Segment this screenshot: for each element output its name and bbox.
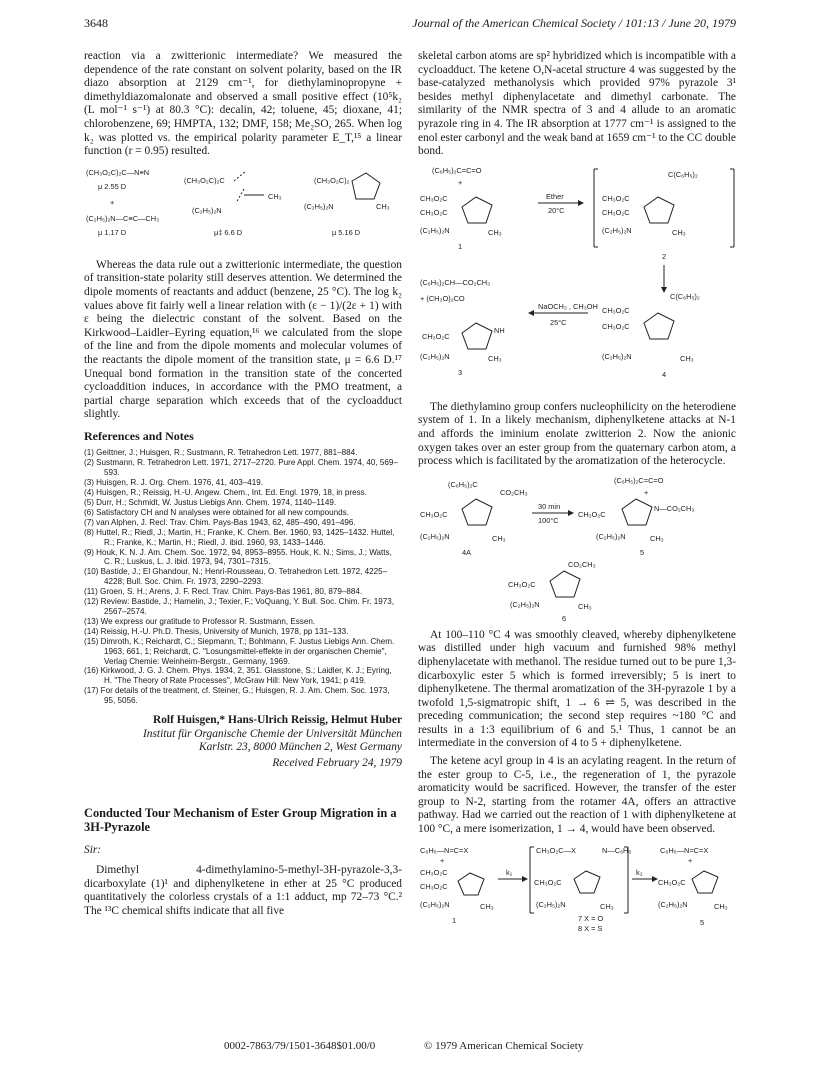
scheme-label: CH₃ xyxy=(672,227,686,237)
paragraph: skeletal carbon atoms are sp² hybridized which is incompatible with a cycloadduct. The ketene O,N-acetal structure 4 was suggested by the base-catalyzed methanolysis which provided 97% pyrazole 3¹ besides methyl diphenylacetate and dimethyl carbonate. The similarity of the NMR spectra of 3 and 4 allude to an aromatic pyrazole ring in 4. The IR absorption at 1777 cm⁻¹ is assigned to the enol ester carbonyl and the weak band at 1659 cm⁻¹ to the CC double bond. xyxy=(418,50,736,158)
scheme-label: C(C₆H₅)₂ xyxy=(668,169,698,179)
scheme-label: (C₆H₅)₂C=C=O xyxy=(432,165,482,175)
page-header xyxy=(84,16,736,34)
scheme-label: CH₃O₂C xyxy=(508,579,536,589)
copyright-code: 0002-7863/79/1501-3648$01.00/0 xyxy=(224,1040,376,1052)
scheme-label: CH₃O₂C—X xyxy=(536,845,576,855)
scheme-label: CH₃ xyxy=(480,901,494,911)
rate-constant: k₁ xyxy=(506,867,513,877)
scheme-thermal-cleavage xyxy=(418,473,736,623)
scheme-label: 30 min xyxy=(538,501,561,511)
scheme-label: (C₆H₅)₂C=C=O xyxy=(614,475,664,485)
scheme-label: CH₃O₂C xyxy=(420,509,448,519)
scheme-label: μ‡ 6.6 D xyxy=(214,227,243,237)
right-column xyxy=(418,50,736,937)
page-number: 3648 xyxy=(84,16,108,30)
dipole-scheme-drawing xyxy=(84,163,402,253)
scheme-label: CH₃ xyxy=(488,227,502,237)
reference-item: (9) Houk, K. N. J. Am. Chem. Soc. 1972, 94, 8953–8955. Houk, K. N.; Sims, J.; Watts, C. R.; Luskus, L. J. ibid. 1973, 94, 7301–7315. xyxy=(84,547,392,567)
scheme-label: (C₂H₅)₂N xyxy=(420,899,450,909)
scheme-2-drawing xyxy=(418,473,736,623)
scheme-label: Ether xyxy=(546,191,564,201)
compound-number: 8 X = S xyxy=(578,923,603,931)
reference-item: (14) Reissig, H.-U. Ph.D. Thesis, University of Munich, 1978, pp 131–133. xyxy=(84,626,349,636)
scheme-label: C(C₆H₅)₂ xyxy=(670,291,700,301)
compound-number: 6 xyxy=(562,613,567,623)
scheme-label: CH₃ xyxy=(680,353,694,363)
scheme-conducted-tour xyxy=(418,841,736,931)
reference-item: (13) We express our gratitude to Professor R. Sustmann, Essen. xyxy=(84,616,316,626)
scheme-dipole-moments xyxy=(84,163,402,253)
scheme-label: (C₆H₅)₂CH—CO₂CH₃ xyxy=(420,277,491,287)
received-date: Received February 24, 1979 xyxy=(272,756,402,769)
paragraph: Whereas the data rule out a zwitterionic intermediate, the question of transition-state polarity still deserves attention. We determined the dipole moments of reactants and adduct (benzene, 25 °C). The log k₂ values above fit fairly well a linear relation with (ε − 1)/(2ε + 1) with ε being the dielectric constant of the solvent. Based on the Kirkwood–Laidler–Eyring equation,¹⁶ we calculated from the slope of the line and from the dipole moments and molecular volumes of the reactants the dipole moment of the transition state, μ = 6.6 D.¹⁷ Unequal bond formation in the transition state of the concerted cycloaddition induces, in accordance with the PMO treatment, a partial charge separation which exceeds that of the cycloadduct slightly. xyxy=(84,258,402,421)
scheme-label: (C₆H₅)₂C xyxy=(448,479,478,489)
svg-text:+: + xyxy=(644,487,649,497)
scheme-label: C₆H₅—N=C=X xyxy=(420,845,469,855)
scheme-label: 100°C xyxy=(538,515,559,525)
svg-text:+: + xyxy=(458,177,463,187)
paragraph: reaction via a zwitterionic intermediate? We measured the dependence of the rate constant on solvent polarity, based on the IR diazo absorption at 2129 cm⁻¹, for diethylaminopropyne + dimethyldiazomalonate and observed a small positive effect (10⁵k₂ (L mol⁻¹ s⁻¹) at 80.3 °C): decalin, 42; toluene, 45; dioxane, 41; chlorobenzene, 69; HMPTA, 132; DMF, 158; Me₂SO, 265. When log k₂ was plotted vs. the empirical polarity parameter E_T,¹⁵ a linear function (r = 0.95) resulted. xyxy=(84,50,402,158)
reference-item: (8) Huttel, R.; Riedl, J.; Martin, H.; Franke, K. Chem. Ber. 1960, 93, 1425–1432. Huttel, R.; Franke, K.; Martin, H.; Riedl, J. ibid. 1960, 93, 1433–1446. xyxy=(84,527,395,547)
references-list xyxy=(84,448,402,706)
left-column xyxy=(84,50,402,922)
reference-item: (10) Bastide, J.; El Ghandour, N.; Henri-Rousseau, O. Tetrahedron Lett. 1972, 4225–4228; Bull. Soc. Chim. Fr. 1973, 2290–2293. xyxy=(84,567,388,587)
scheme-label: CH₃ xyxy=(268,191,282,201)
scheme-label: CO₂CH₃ xyxy=(500,487,528,497)
scheme-label: CH₃O₂C xyxy=(422,331,450,341)
paragraph: Dimethyl 4-dimethylamino-5-methyl-3H-pyrazole-3,3-dicarboxylate (1)¹ and diphenylketene in ether at 25 °C produced quantitatively the colorless crystals of a 1:1 adduct, mp 72–73 °C.² The ¹³C chemical shifts indicate that all five xyxy=(84,864,402,917)
scheme-label: + (CH₃O)₂CO xyxy=(420,293,465,303)
scheme-label: (C₂H₅)₂N xyxy=(602,351,632,361)
scheme-label: CH₃ xyxy=(600,901,614,911)
salutation: Sir: xyxy=(84,844,102,857)
scheme-label: N—CO₂CH₃ xyxy=(654,503,695,513)
paragraph: At 100–110 °C 4 was smoothly cleaved, whereby diphenylketene was distilled under high vacuum and furnished 98% methyl diphenylacetate with methanol. The residue turned out to be pure 1,3-dicarboxylic ester 5 which is formed irreversibly; 5 is inert to diphenylketene. The thermal aromatization of the 3H-pyrazole 1 by a twofold 1,5-sigmatropic shift, 1 → 6 ⇌ 5, was described in the preceding communication; the second step requires ~180 °C and results in a 1:3 equilibrium of 6 and 5.¹ Thus, 1 cannot be an intermediate in the conversion of 4 to 5 + diphenylketene. xyxy=(418,628,736,750)
reference-item: (12) Review: Bastide, J.; Hamelin, J.; Texier, F.; VoQuang, Y. Bull. Soc. Chim. Fr. 1973, 2567–2574. xyxy=(84,597,394,616)
scheme-methanolysis xyxy=(418,163,736,395)
compound-number: 3 xyxy=(458,367,463,377)
affiliation-address: Karlstr. 23, 8000 München 2, West Germany xyxy=(198,741,402,754)
compound-number: 4 xyxy=(662,369,667,379)
scheme-label: CH₃O₂C xyxy=(534,877,562,887)
scheme-label: C₆H₅—N=C=X xyxy=(660,845,709,855)
article-title: Conducted Tour Mechanism of Ester Group Migration in a 3H-Pyrazole xyxy=(84,806,397,835)
scheme-label: μ 2.55 D xyxy=(98,181,127,191)
scheme-label: (C₂H₅)₂N xyxy=(536,899,566,909)
compound-number: 1 xyxy=(452,915,457,925)
scheme-label: NH xyxy=(494,325,505,335)
paragraph: The ketene acyl group in 4 is an acylating reagent. In the return of the ester group to C-5, i.e., the regeneration of 1, the pyrazole aromaticity would be sacrificed. However, the transfer of the ester group to N-2, starting from the rotamer 4A, offers an attractive pathway. Had we carried out the reaction of 1 with diphenylketene at 100 °C, a mere isomerization, 1 → 4, would have been observed. xyxy=(418,755,736,836)
journal-citation: Journal of the American Chemical Society / 101:13 / June 20, 1979 xyxy=(412,16,736,30)
scheme-label: 20°C xyxy=(548,205,565,215)
scheme-label: NaOCH₃ , CH₃OH xyxy=(538,301,598,311)
scheme-label: CH₃O₂C xyxy=(602,305,630,315)
scheme-label: (C₂H₅)₂N xyxy=(596,531,626,541)
authors: Rolf Huisgen,* Hans-Ulrich Reissig, Helmut Huber xyxy=(152,714,402,727)
reference-item: (3) Huisgen, R. J. Org. Chem. 1976, 41, 403–419. xyxy=(84,478,264,488)
scheme-label: CH₃O₂C xyxy=(658,877,686,887)
reference-item: (11) Groen, S. H.; Arens, J. F. Recl. Trav. Chim. Pays-Bas 1961, 80, 879–884. xyxy=(84,587,363,597)
scheme-label: CH₃ xyxy=(488,353,502,363)
scheme-label: CH₃O₂C xyxy=(602,193,630,203)
scheme-label: CH₃ xyxy=(578,601,592,611)
svg-text:+: + xyxy=(688,855,693,865)
scheme-label: (C₂H₅)₂N—C≡C—CH₃ xyxy=(86,213,160,223)
affiliation-line: Institut für Organische Chemie der Universität München xyxy=(143,727,402,740)
scheme-label: CH₃ xyxy=(714,901,728,911)
reference-item: (2) Sustmann, R. Tetrahedron Lett. 1971, 2717–2720. Pure Appl. Chem. 1974, 40, 569–593. xyxy=(84,458,398,478)
scheme-label: CH₃O₂C xyxy=(420,867,448,877)
scheme-label: CH₃O₂C xyxy=(420,193,448,203)
reference-item: (5) Durr, H.; Schmidt, W. Justus Liebigs Ann. Chem. 1974, 1140–1149. xyxy=(84,498,337,507)
copyright-notice: © 1979 American Chemical Society xyxy=(424,1040,584,1052)
scheme-label: CH₃ xyxy=(492,533,506,543)
scheme-label: (C₂H₅)₂N xyxy=(420,531,450,541)
compound-number: 1 xyxy=(458,241,463,251)
scheme-label: CH₃O₂C xyxy=(420,207,448,217)
scheme-label: (C₂H₅)₂N xyxy=(602,225,632,235)
scheme-label: (C₂H₅)₂N xyxy=(510,599,540,609)
svg-text:+: + xyxy=(440,855,445,865)
scheme-label: + xyxy=(110,197,115,207)
reference-item: (15) Dimroth, K.; Reichardt, C.; Siepmann, T.; Bohlmann, F. Justus Liebigs Ann. Chem. 1963, 661, 1; Reichardt, C. "Losungsmittel-effekte in der organischen Chemie", Verlag Chemie: Weinheim-Bergstr., Germany, 1969. xyxy=(84,636,395,666)
scheme-label: CO₂CH₃ xyxy=(568,559,596,569)
reference-item: (17) For details of the treatment, cf. Steiner, G.; Huisgen, R. J. Am. Chem. Soc. 1973, 95, 5056. xyxy=(84,686,390,706)
scheme-label: (CH₃O₂C)₂C xyxy=(184,175,225,185)
scheme-label: N—C₆H₅ xyxy=(602,845,632,855)
scheme-label: (CH₃O₂C)₂ xyxy=(314,175,350,185)
scheme-label: CH₃ xyxy=(650,533,664,543)
paragraph: The diethylamino group confers nucleophilicity on the heterodiene system of 1. In a likely mechanism, diphenylketene attacks at N-1 and affords the iminium enolate zwitterion 2. Now the anionic oxygen takes over an ester group from the quaternary carbon atom, a process which is facilitated by the aromatization of the heterocycle. xyxy=(418,400,736,468)
scheme-label: μ 5.16 D xyxy=(332,227,361,237)
scheme-label: (C₂H₅)₂N xyxy=(304,201,334,211)
references-heading: References and Notes xyxy=(84,428,194,443)
scheme-label: (C₂H₅)₂N xyxy=(192,205,222,215)
compound-number: 5 xyxy=(640,547,645,557)
scheme-label: μ 1.17 D xyxy=(98,227,127,237)
scheme-label: (C₂H₅)₂N xyxy=(420,225,450,235)
compound-number: 4A xyxy=(462,547,472,557)
scheme-label: (C₂H₅)₂N xyxy=(420,351,450,361)
scheme-label: CH₃O₂C xyxy=(602,321,630,331)
reference-item: (7) van Alphen, J. Recl. Trav. Chim. Pays-Bas 1943, 62, 485–490, 491–496. xyxy=(84,517,356,527)
reference-item: (4) Huisgen, R.; Reissig, H.-U. Angew. Chem., Int. Ed. Engl. 1979, 18, in press. xyxy=(84,488,367,498)
reference-item: (1) Geittner, J.; Huisgen, R.; Sustmann, R. Tetrahedron Lett. 1977, 881–884. xyxy=(84,448,358,458)
rate-constant: k₂ xyxy=(636,867,643,877)
scheme-label: (CH₃O₂C)₂C—N≡N xyxy=(86,167,150,177)
compound-number: 2 xyxy=(662,251,667,261)
compound-number: 5 xyxy=(700,917,705,927)
scheme-1-drawing xyxy=(418,163,736,395)
scheme-label: CH₃O₂C xyxy=(578,509,606,519)
scheme-label: CH₃ xyxy=(376,201,390,211)
reference-item: (16) Kirkwood, J. G. J. Chem. Phys. 1934, 2, 351. Glasstone, S.; Laidler, K. J.; Eyring, H. "The Theory of Rate Processes", McGraw Hill: New York, 1941; p 419. xyxy=(84,666,392,686)
scheme-label: CH₃O₂C xyxy=(602,207,630,217)
reference-item: (6) Satisfactory CH and N analyses were obtained for all new compounds. xyxy=(84,507,349,517)
scheme-3-drawing xyxy=(418,841,736,931)
scheme-label: (C₂H₅)₂N xyxy=(658,899,688,909)
scheme-label: CH₃O₂C xyxy=(420,881,448,891)
compound-number: 7 X = O xyxy=(578,913,604,923)
scheme-label: 25°C xyxy=(550,317,567,327)
